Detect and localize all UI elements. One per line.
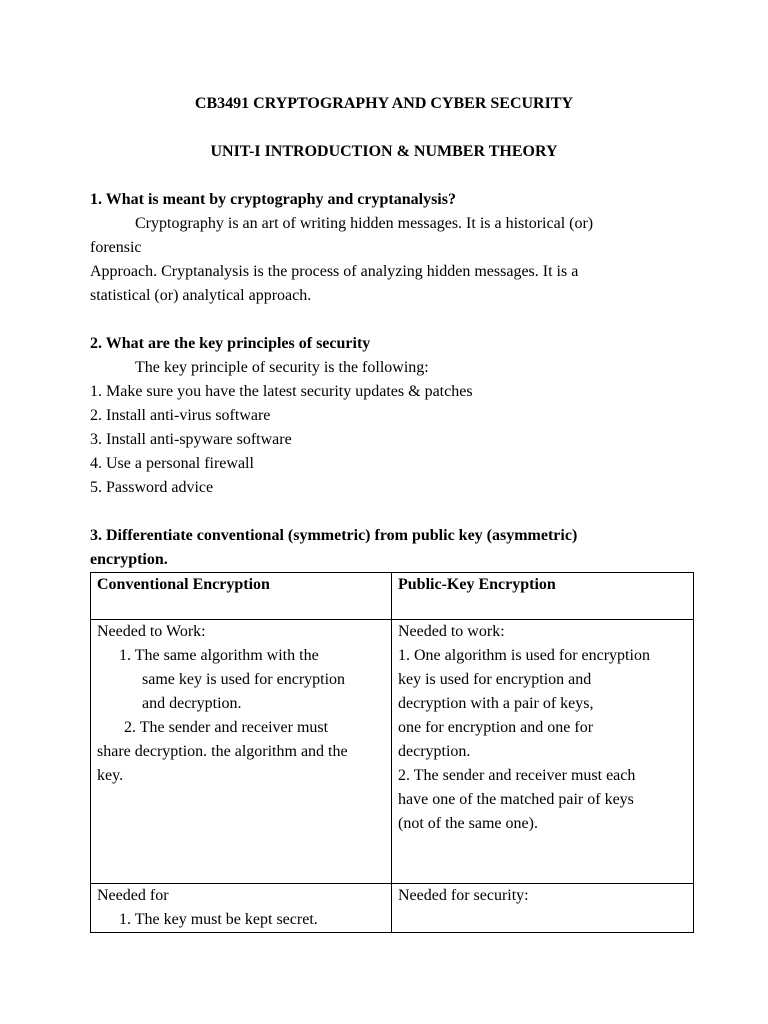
table-header-conventional: Conventional Encryption (91, 573, 392, 620)
table-cell-conventional-security (91, 884, 392, 933)
table-header-row (91, 573, 694, 620)
table-cell-conventional-work (91, 620, 392, 884)
q1-answer-line: forensic (90, 239, 142, 256)
cell-line: (not of the same one). (398, 815, 538, 832)
cell-line: Needed to work: (398, 623, 505, 640)
cell-line: 2. The sender and receiver must each (398, 767, 636, 784)
cell-line: share decryption. the algorithm and the (97, 743, 348, 760)
unit-heading: UNIT-I INTRODUCTION & NUMBER THEORY (210, 143, 558, 160)
cell-line: 1. One algorithm is used for encryption (398, 647, 650, 664)
q1-answer-line: statistical (or) analytical approach. (90, 287, 312, 304)
cell-line: have one of the matched pair of keys (398, 791, 634, 808)
table-cell-public-key-work (392, 620, 694, 884)
q1-question: 1. What is meant by cryptography and cryptanalysis? (90, 191, 456, 208)
document-title: CB3491 CRYPTOGRAPHY AND CYBER SECURITY (194, 95, 574, 112)
q1-answer-line: Approach. Cryptanalysis is the process of analyzing hidden messages. It is a (90, 263, 579, 280)
cell-line: and decryption. (142, 695, 242, 712)
cell-line: Needed to Work: (97, 623, 206, 640)
q2-list-item: 1. Make sure you have the latest security updates & patches (90, 383, 473, 400)
cell-line: decryption with a pair of keys, (398, 695, 594, 712)
table-row (91, 620, 694, 884)
cell-line: key. (97, 767, 124, 784)
q2-list-item: 3. Install anti-spyware software (90, 431, 292, 448)
cell-line: Needed for (97, 887, 169, 904)
q2-list-item: 5. Password advice (90, 479, 214, 496)
table-row (91, 884, 694, 933)
cell-line: one for encryption and one for (398, 719, 594, 736)
table-header-public-key: Public-Key Encryption (392, 573, 694, 620)
table-cell-public-key-security (392, 884, 694, 933)
cell-line: 1. The key must be kept secret. (119, 911, 318, 928)
cell-line: same key is used for encryption (142, 671, 346, 688)
comparison-table (90, 572, 694, 933)
q1-answer-line: Cryptography is an art of writing hidden messages. It is a historical (or) (135, 215, 594, 232)
cell-line: 1. The same algorithm with the (119, 647, 319, 664)
cell-line: key is used for encryption and (398, 671, 592, 688)
q2-list-item: 4. Use a personal firewall (90, 455, 254, 472)
q2-intro: The key principle of security is the following: (135, 359, 429, 376)
cell-line: decryption. (398, 743, 471, 760)
cell-line: 2. The sender and receiver must (124, 719, 329, 736)
q3-question-cont: encryption. (90, 551, 168, 568)
q3-question: 3. Differentiate conventional (symmetric) from public key (asymmetric) (90, 527, 578, 544)
cell-line: Needed for security: (398, 887, 529, 904)
q2-list-item: 2. Install anti-virus software (90, 407, 271, 424)
q2-question: 2. What are the key principles of security (90, 335, 371, 352)
